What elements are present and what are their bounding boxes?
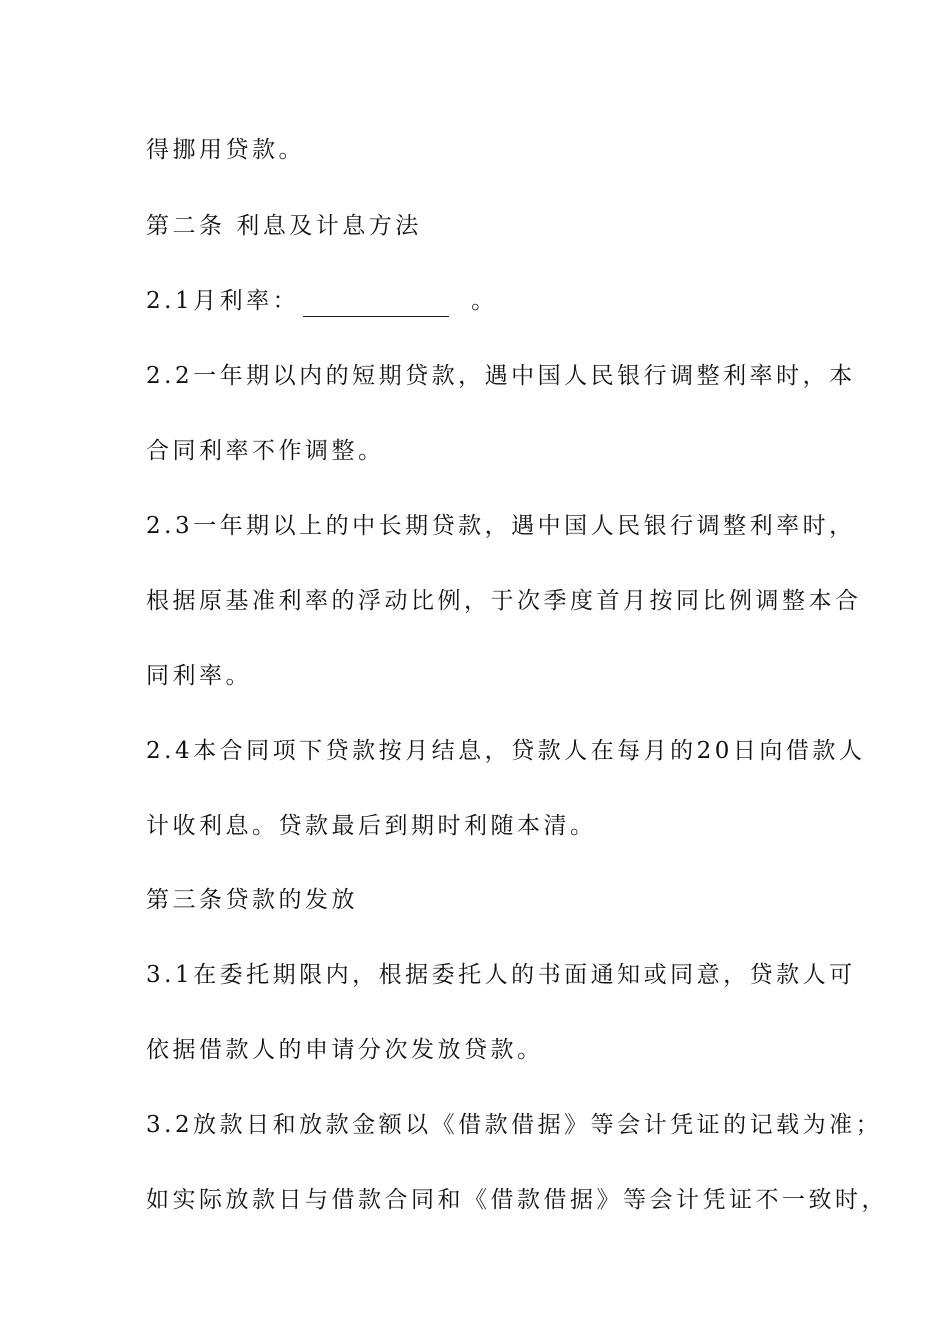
article-heading: 第二条 利息及计息方法 — [146, 213, 422, 239]
text-line: 同利率。 — [146, 663, 252, 689]
text-line: 3.1在委托期限内，根据委托人的书面通知或同意，贷款人可 — [146, 962, 856, 988]
rate-blank — [303, 294, 449, 317]
text-line: 合同利率不作调整。 — [146, 438, 385, 464]
text-line: 得挪用贷款。 — [146, 137, 305, 163]
rate-suffix: 。 — [471, 288, 498, 314]
text-line: 2.2一年期以内的短期贷款，遇中国人民银行调整利率时，本 — [146, 363, 856, 389]
text-line: 3.2放款日和放款金额以《借款借据》等会计凭证的记载为准； — [146, 1112, 883, 1138]
text-line: 依据借款人的申请分次发放贷款。 — [146, 1037, 544, 1063]
article-heading: 第三条贷款的发放 — [146, 887, 358, 913]
text-line: 2.4本合同项下贷款按月结息，贷款人在每月的20日向借款人 — [146, 738, 866, 764]
text-line: 根据原基准利率的浮动比例，于次季度首月按同比例调整本合 — [146, 588, 862, 614]
rate-label: 2.1月利率： — [146, 288, 300, 314]
text-line: 2.3一年期以上的中长期贷款，遇中国人民银行调整利率时， — [146, 513, 856, 539]
text-line: 如实际放款日与借款合同和《借款借据》等会计凭证不一致时， — [146, 1187, 888, 1213]
text-line: 计收利息。贷款最后到期时利随本清。 — [146, 813, 597, 839]
rate-line — [146, 285, 816, 317]
